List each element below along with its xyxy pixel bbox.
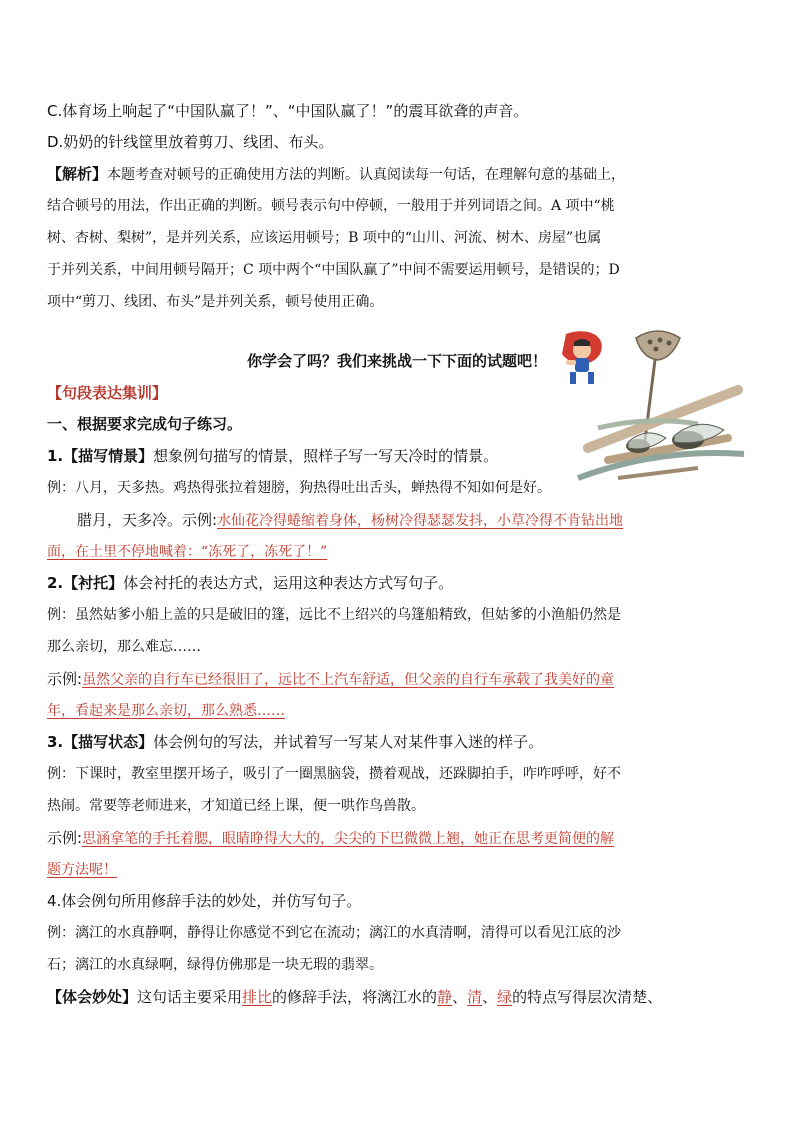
q4-tag: 【体会妙处】 [47, 988, 138, 1006]
analysis-text: 本题考查对顿号的正确使用方法的判断。认真阅读每一句话，在理解句意的基础上， [107, 167, 626, 183]
question-number: 2. [47, 574, 64, 592]
q2-answer-line [47, 700, 748, 721]
q4-analysis-text: 这句话主要采用 [137, 988, 243, 1006]
q2-example: 例：虽然姑爹小船上盖的只是破旧的篷，远比不上绍兴的乌篷船精致，但姑爹的小渔船仍然是 [47, 607, 621, 623]
q4-example: 例：漓江的水真静啊，静得让你感觉不到它在流动；漓江的水真清啊，清得可以看见江底的沙 [47, 925, 621, 941]
q4-analysis-line [47, 987, 754, 1007]
hero-figure-icon [562, 331, 602, 384]
q4-analysis-text: 的特点写得层次清楚、 [512, 988, 663, 1006]
analysis-line: 结合顿号的用法，作出正确的判断。顿号表示句中停顿，一般用于并列词语之间。A 项中“桃 [47, 198, 615, 214]
q2-answer: 年，看起来是那么亲切，那么熟悉…… [47, 703, 285, 719]
q2-answer-lead: 示例: [47, 670, 83, 688]
question-4: 4.体会例句所用修辞手法的妙处，并仿写句子。 [47, 892, 362, 910]
q3-example: 热闹。常要等老师进来，才知道已经上课，便一哄作鸟兽散。 [47, 798, 425, 814]
question-text: 体会例句的写法，并试着写一写某人对某件事入迷的样子。 [153, 733, 544, 751]
q4-answer: 静 [437, 988, 453, 1006]
q4-answer: 绿 [497, 988, 513, 1006]
analysis-line: 树、杏树、梨树”，是并列关系，应该运用顿号；B 项中的“山川、河流、树木、房屋”也属 [47, 230, 602, 246]
part-one-heading: 一、根据要求完成句子练习。 [47, 415, 243, 433]
q4-analysis-text: 的修辞手法，将漓江水的 [272, 988, 438, 1006]
q3-example: 例：下课时，教室里摆开场子，吸引了一圈黑脑袋，攒着观战，还跺脚拍手，咋咋呼呼，好不 [47, 766, 621, 782]
question-tag: 【描写状态】 [63, 733, 154, 751]
analysis-tag: 【解析】 [47, 165, 108, 183]
q1-answer: 面，在土里不停地喊着：“冻死了，冻死了！” [47, 544, 328, 560]
q3-answer: 思涵拿笔的手托着腮，眼睛睁得大大的，尖尖的下巴微微上翘，她正在思考更简便的解 [82, 831, 615, 847]
q1-answer-lead: 腊月，天多冷。示例: [77, 511, 218, 529]
q3-answer-lead: 示例: [47, 829, 83, 847]
analysis-line: 于并列关系，中间用顿号隔开；C 项中两个“中国队赢了”中间不需要运用顿号，是错误的；D [47, 262, 620, 278]
question-1 [47, 446, 748, 466]
q4-separator: 、 [452, 988, 468, 1006]
question-number: 3. [47, 733, 64, 751]
q1-answer: 水仙花冷得蜷缩着身体，杨树冷得瑟瑟发抖，小草冷得不肯钻出地 [217, 513, 624, 529]
q1-answer-line [47, 541, 748, 562]
question-3 [47, 732, 748, 752]
question-tag: 【描写情景】 [63, 447, 154, 465]
q2-example: 那么亲切，那么难忘…… [47, 639, 201, 655]
q4-answer: 清 [467, 988, 483, 1006]
question-number: 1. [47, 447, 64, 465]
q3-answer-line [47, 828, 748, 849]
q1-answer-line [47, 510, 748, 531]
q2-answer-line [47, 669, 748, 690]
challenge-heading: 你学会了吗？我们来挑战一下下面的试题吧！ [246, 352, 547, 370]
question-text: 想象例句描写的情景，照样子写一写天冷时的情景。 [153, 447, 499, 465]
q1-example: 例：八月，天多热。鸡热得张拉着翅膀，狗热得吐出舌头，蝉热得不知如何是好。 [47, 480, 551, 496]
q4-separator: 、 [482, 988, 498, 1006]
question-text: 体会衬托的表达方式，运用这种表达方式写句子。 [123, 574, 454, 592]
q3-answer-line [47, 859, 748, 880]
q3-answer: 题方法呢！ [47, 862, 117, 878]
question-tag: 【衬托】 [63, 574, 124, 592]
analysis-line: 项中“剪刀、线团、布头”是并列关系，顿号使用正确。 [47, 294, 384, 310]
section-tag: 【句段表达集训】 [47, 384, 168, 402]
q2-answer: 虽然父亲的自行车已经很旧了，远比不上汽车舒适，但父亲的自行车承载了我美好的童 [82, 672, 615, 688]
q4-answer: 排比 [242, 988, 273, 1006]
q4-example: 石；漓江的水真绿啊，绿得仿佛那是一块无瑕的翡翠。 [47, 957, 383, 973]
option-d: D.奶奶的针线筐里放着剪刀、线团、布头。 [47, 133, 334, 151]
question-2 [47, 573, 748, 593]
option-c: C.体育场上响起了“中国队赢了！”、“中国队赢了！”的震耳欲聋的声音。 [47, 102, 529, 120]
analysis-line [47, 164, 748, 185]
